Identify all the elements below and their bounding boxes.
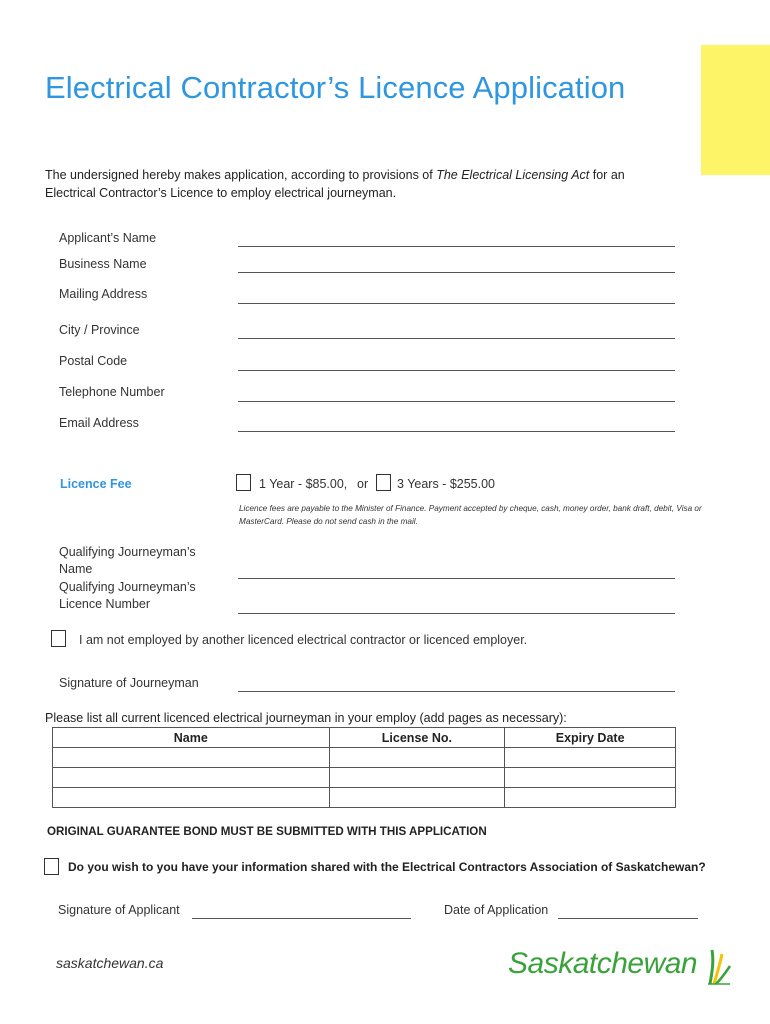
- not-employed-checkbox[interactable]: [51, 630, 66, 647]
- name-cell[interactable]: [53, 768, 330, 788]
- mailing-address-label: Mailing Address: [59, 287, 148, 301]
- fee-payment-note: Licence fees are payable to the Minister of Finance. Payment accepted by cheque, cash, money order, bank draft, debit, Visa or MasterCard. Please do not send cash in the mail.: [239, 504, 702, 526]
- city-province-label: City / Province: [59, 323, 140, 337]
- table-row: [53, 768, 676, 788]
- applicant-signature-field[interactable]: [192, 918, 411, 919]
- business-name-label: Business Name: [59, 257, 147, 271]
- license-no-cell[interactable]: [329, 788, 505, 808]
- act-name: The Electrical Licensing Act: [436, 168, 590, 182]
- saskatchewan-logo: [508, 944, 733, 986]
- footer-url: saskatchewan.ca: [56, 955, 164, 971]
- city-province-field[interactable]: [238, 338, 675, 339]
- or-text: or: [357, 477, 369, 491]
- share-info-checkbox[interactable]: [44, 858, 59, 875]
- telephone-label: Telephone Number: [59, 385, 165, 399]
- journeyman-table-intro: Please list all current licenced electrical journeyman in your employ (add pages as necessary):: [45, 711, 567, 725]
- intro-text-before: The undersigned hereby makes application, according to provisions of: [45, 168, 437, 182]
- table-header-row: [53, 728, 676, 748]
- table-row: [53, 788, 676, 808]
- journeyman-name-label-line1: Qualifying Journeyman’s: [59, 545, 196, 559]
- journeyman-licence-field[interactable]: [238, 613, 675, 614]
- intro-paragraph: [45, 166, 665, 202]
- name-column-header: Name: [53, 728, 330, 748]
- application-date-label: Date of Application: [444, 903, 549, 917]
- email-label: Email Address: [59, 416, 139, 430]
- expiry-date-cell[interactable]: [505, 788, 676, 808]
- expiry-date-column-header: Expiry Date: [505, 728, 676, 748]
- journeyman-licence-label-line2: Licence Number: [59, 597, 151, 611]
- telephone-field[interactable]: [238, 401, 675, 402]
- guarantee-bond-notice: ORIGINAL GUARANTEE BOND MUST BE SUBMITTED WITH THIS APPLICATION: [47, 825, 487, 838]
- journeyman-name-label-line2: Name: [59, 562, 93, 576]
- business-name-field[interactable]: [238, 272, 675, 273]
- journeyman-licence-label: [59, 579, 196, 613]
- expiry-date-cell[interactable]: [505, 768, 676, 788]
- license-no-cell[interactable]: [329, 768, 505, 788]
- journeyman-name-label: [59, 544, 196, 578]
- saskatchewan-logo-text: Saskatchewan: [508, 947, 698, 980]
- licence-fee-label: Licence Fee: [60, 477, 132, 491]
- applicant-signature-label: Signature of Applicant: [58, 903, 180, 917]
- applicant-name-field[interactable]: [238, 246, 675, 247]
- postal-code-field[interactable]: [238, 370, 675, 371]
- not-employed-label: I am not employed by another licenced electrical contractor or licenced employer.: [79, 633, 528, 647]
- journeyman-signature-field[interactable]: [238, 691, 675, 692]
- name-cell[interactable]: [53, 788, 330, 808]
- postal-code-label: Postal Code: [59, 354, 128, 368]
- one-year-checkbox[interactable]: [236, 474, 251, 491]
- license-no-column-header: License No.: [329, 728, 505, 748]
- journeyman-table: [52, 727, 676, 808]
- table-row: [53, 748, 676, 768]
- mailing-address-field[interactable]: [238, 303, 675, 304]
- yellow-corner-tab: [701, 45, 770, 175]
- page-title: Electrical Contractor’s Licence Application: [45, 70, 626, 105]
- share-info-question: Do you wish to you have your information shared with the Electrical Contractors Association of Saskatchewan?: [68, 860, 706, 874]
- name-cell[interactable]: [53, 748, 330, 768]
- journeyman-name-field[interactable]: [238, 578, 675, 579]
- journeyman-signature-label: Signature of Journeyman: [59, 676, 199, 690]
- journeyman-licence-label-line1: Qualifying Journeyman’s: [59, 580, 196, 594]
- applicant-name-label: Applicant’s Name: [59, 231, 157, 245]
- intro-text-after: for an Electrical Contractor’s Licence to employ electrical journeyman.: [45, 168, 625, 200]
- wheat-sheaf-icon: [704, 944, 732, 986]
- three-years-checkbox[interactable]: [376, 474, 391, 491]
- application-date-field[interactable]: [558, 918, 698, 919]
- three-years-option-label: 3 Years - $255.00: [397, 477, 495, 491]
- license-no-cell[interactable]: [329, 748, 505, 768]
- one-year-option-label: 1 Year - $85.00,: [259, 477, 348, 491]
- email-field[interactable]: [238, 431, 675, 432]
- expiry-date-cell[interactable]: [505, 748, 676, 768]
